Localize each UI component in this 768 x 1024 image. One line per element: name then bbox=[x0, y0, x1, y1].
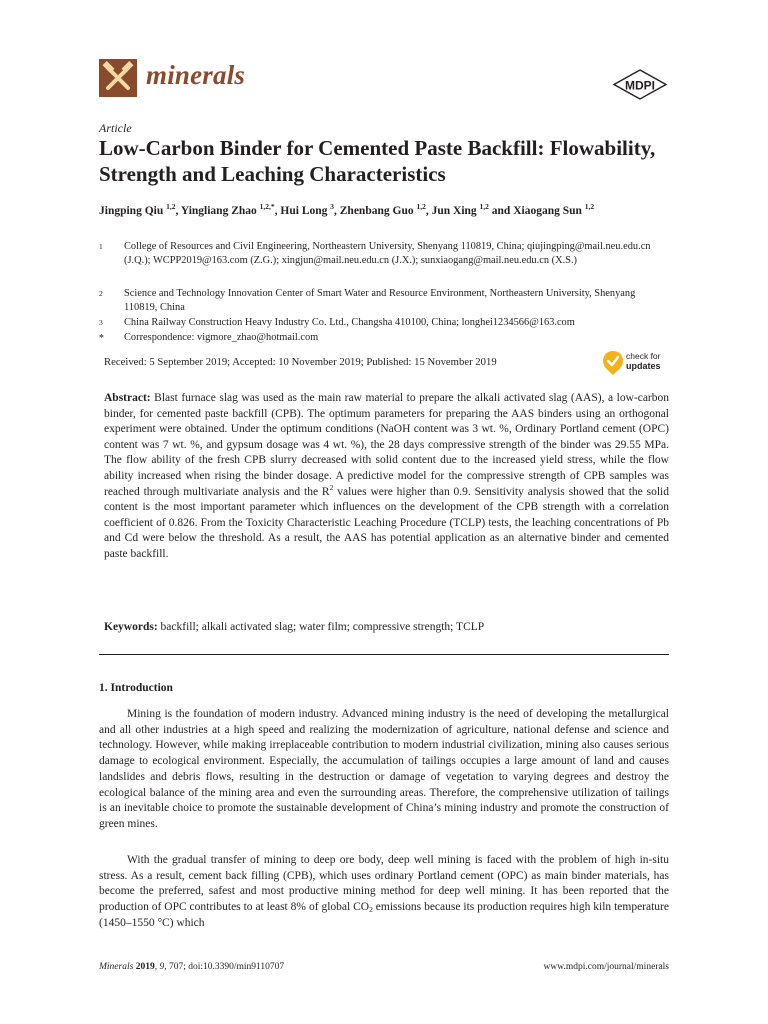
journal-name: minerals bbox=[146, 60, 246, 90]
author: Hui Long $^3$, bbox=[280, 202, 340, 217]
check-for-updates-icon bbox=[602, 350, 624, 376]
author: Yingliang Zhao $^{1,2,*}$, bbox=[180, 202, 281, 217]
mdpi-logo-icon bbox=[612, 69, 668, 101]
correspondence bbox=[99, 331, 669, 345]
footer-citation: Minerals 2019, 9, 707; doi:10.3390/min9110707 bbox=[99, 962, 285, 972]
check-for-updates-label: check for updates bbox=[626, 351, 661, 371]
affiliation bbox=[99, 287, 669, 316]
affiliation bbox=[99, 240, 669, 269]
section-heading: 1. Introduction bbox=[99, 682, 173, 694]
keywords bbox=[104, 621, 669, 633]
keywords-text: backfill; alkali activated slag; water film; compressive strength; TCLP bbox=[160, 621, 485, 633]
affiliation-text: China Railway Construction Heavy Industry Co. Ltd., Changsha 410100, China; longhei1234566@163.com bbox=[124, 317, 575, 328]
footer-journal-url[interactable]: www.mdpi.com/journal/minerals bbox=[543, 962, 669, 972]
correspondence-text: Correspondence: vigmore_zhao@hotmail.com bbox=[124, 332, 319, 343]
article-type: Article bbox=[99, 121, 132, 135]
paper-title: Low-Carbon Binder for Cemented Paste Backfill: Flowability, Strength and Leaching Characteristics bbox=[99, 136, 656, 186]
affiliation-text: College of Resources and Civil Engineering, Northeastern University, Shenyang 110819, China; qiujingping@mail.neu.edu.cn (J.Q.); WCPP2019@163.com (Z.G.); xingjun@mail.neu.edu.cn (J.X.); sunxiaogang@mail.neu.edu.cn (X.S.) bbox=[124, 241, 651, 267]
journal-logo-icon bbox=[99, 59, 137, 97]
affiliation-marker: 3 bbox=[99, 318, 103, 327]
section-divider bbox=[99, 654, 669, 655]
affiliation-marker: 1 bbox=[99, 242, 103, 251]
author: Xiaogang Sun $^{1,2}$ bbox=[513, 202, 595, 217]
affiliation bbox=[99, 316, 669, 330]
correspondence-marker: * bbox=[99, 333, 104, 344]
keywords-label: Keywords: bbox=[104, 621, 158, 633]
abstract: Abstract: Blast furnace slag was used as the main raw material to prepare the alkali activated slag (AAS), a low-carbon binder, for cemented paste backfill (CPB). The optimum parameters for preparing the AAS binders using an orthogonal experiment were obtained. Under the optimum conditions (NaOH content was 3 wt. %, Ordinary Portland cement (OPC) content was 7 wt. %, and gypsum dosage was 4 wt. %), the 28 days compressive strength of the binder was 29.55 MPa. The flow ability of the fresh CPB slurry decreased with solid content due to the increased yield stress, while the flow ability increased when rising the binder dosage. A predictive model for the compressive strength of CPB samples was reached through multivariate analysis and the $R^2$ values were higher than 0.9. Sensitivity analysis showed that the solid content is the most important parameter which influences on the development of the CPB strength with a correlation coefficient of 0.826. From the Toxicity Characteristic Leaching Procedure (TCLP) tests, the leaching concentrations of Pb and Cd were below the threshold. As a result, the AAS has potential application as an alternative binder and cemented paste backfill. bbox=[104, 392, 670, 560]
affiliation-marker: 2 bbox=[99, 289, 103, 298]
affiliation-text: Science and Technology Innovation Center of Smart Water and Resource Environment, Northeastern University, Shenyang 110819, China bbox=[124, 288, 636, 314]
author: Jun Xing $^{1,2}$ and bbox=[431, 202, 514, 217]
publisher-name: MDPI bbox=[625, 78, 655, 93]
author-list bbox=[99, 203, 669, 219]
publication-dates: Received: 5 September 2019; Accepted: 10 November 2019; Published: 15 November 2019 bbox=[104, 356, 497, 368]
body-paragraph: With the gradual transfer of mining to deep ore body, deep well mining is faced with the problem of high in-situ stress. As a result, cement back filling (CPB), which uses ordinary Portland cement (OPC) as main binder materials, has become the preferred, safest and most productive mining method for deep well mining. It has been reported that the production of OPC contributes to at least 8% of global $CO_2$ emissions because its production requires high kiln temperature (1450–1550 °C) which bbox=[99, 854, 669, 929]
abstract-label: Abstract: bbox=[104, 392, 151, 404]
author: Zhenbang Guo $^{1,2}$, bbox=[339, 202, 432, 217]
author: Jingping Qiu $^{1,2}$, bbox=[99, 202, 181, 217]
body-paragraph: Mining is the foundation of modern industry. Advanced mining industry is the need of developing the metallurgical and all other industries at a high speed and realizing the modernization of agriculture, national defense and science and technology. However, while making irreplaceable contribution to modern industrial civilization, mining also causes serious damage to ecological environment. Especially, the accumulation of tailings occupies a large amount of land and causes landslides and debris flows, resulting in the destruction or damage of vegetation to varying degrees and destroy the ecological balance of the mining area and even the surrounding areas. Therefore, the comprehensive utilization of tailings is an inevitable choice to promote the sustainable development of China’s mining industry and promote the construction of green mines. bbox=[99, 708, 669, 830]
check-for-updates-badge[interactable] bbox=[602, 350, 672, 380]
